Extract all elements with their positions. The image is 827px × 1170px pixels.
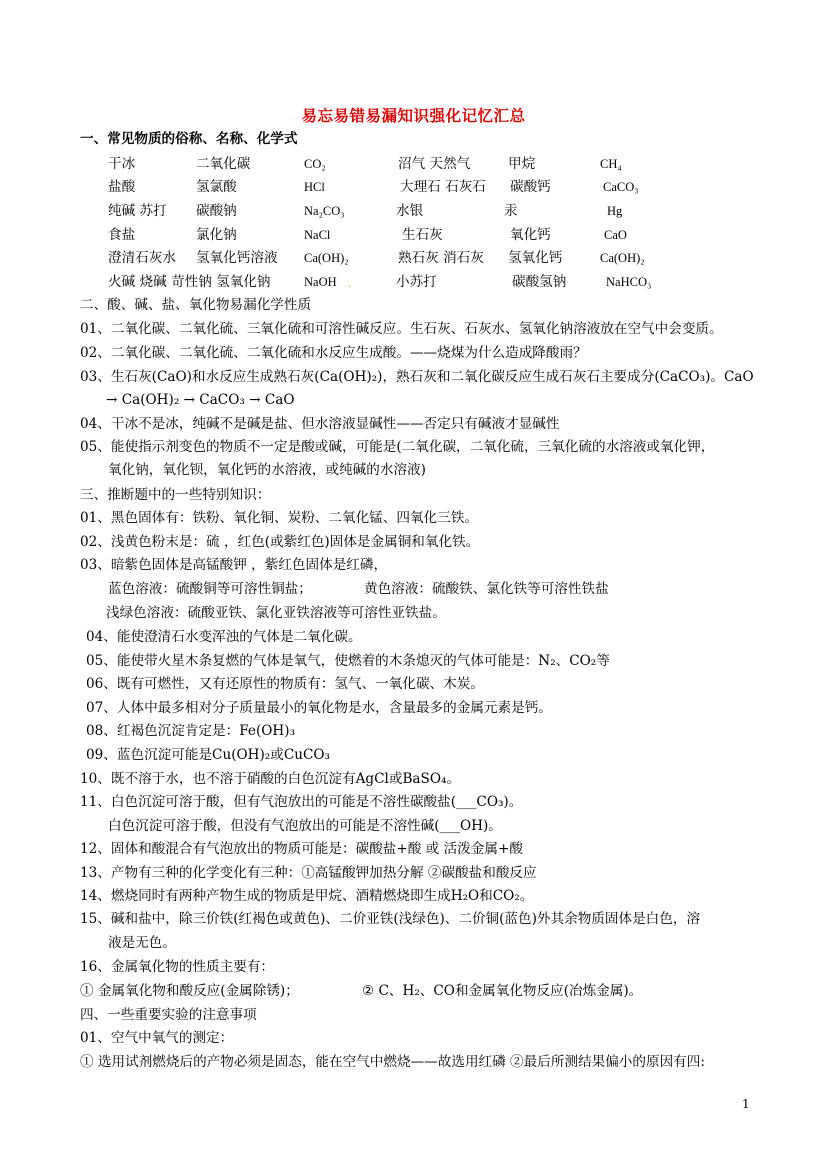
- text-line: 03、暗紫色固体是高锰酸钾 ，紫红色固体是红磷，: [80, 557, 388, 573]
- text-line: 08、红褐色沉淀肯定是：Fe(OH)₃: [86, 723, 296, 739]
- table-cell: 碳酸钠: [196, 203, 237, 219]
- table-cell: CO₂: [304, 157, 326, 171]
- table-cell: 盐酸: [108, 179, 136, 195]
- text-line: 04、干冰不是冰，纯碱不是碱是盐、但水溶液显碱性——否定只有碱液才显碱性: [80, 416, 560, 432]
- text-line: ① 选用试剂燃烧后的产物必须是固态，能在空气中燃烧——故选用红磷 ②最后所测结果偏小的原因有四:: [80, 1054, 705, 1070]
- text-line: 液是无色。: [108, 935, 176, 951]
- text-line: 黄色溶液：硫酸铁、氯化铁等可溶性铁盐: [364, 581, 609, 597]
- table-cell: 氢氧化钙溶液: [196, 250, 278, 266]
- table-cell: 氧化钙: [510, 227, 551, 243]
- section1-heading: 一、常见物质的俗称、名称、化学式: [80, 131, 298, 147]
- text-line: 02、浅黄色粉末是：硫 ，红色(或紫红色)固体是金属铜和氧化铁。: [80, 534, 480, 550]
- table-cell: 氢氯酸: [196, 179, 237, 195]
- table-cell: 氯化钠: [196, 227, 237, 243]
- text-line: 01、黑色固体有：铁粉、氧化铜、炭粉、二氧化锰、四氧化三铁。: [80, 510, 478, 526]
- text-line: 白色沉淀可溶于酸，但没有气泡放出的可能是不溶性碱(___OH)。: [108, 818, 502, 834]
- text-line: 03、生石灰(CaO)和水反应生成熟石灰(Ca(OH)₂)，熟石灰和二氧化碳反应生成石灰石主要成分(CaCO₃)。CaO: [80, 369, 754, 385]
- table-cell: 水银: [396, 203, 424, 219]
- table-cell: 氢氧化钙: [508, 250, 563, 266]
- table-cell: CaCO₃: [603, 180, 639, 194]
- text-line: 10、既不溶于水，也不溶于硝酸的白色沉淀有AgCl或BaSO₄。: [80, 771, 461, 787]
- text-line: 12、固体和酸混合有气泡放出的物质可能是：碳酸盐+酸 或 活泼金属+酸: [80, 841, 523, 857]
- table-cell: 沼气 天然气: [398, 156, 471, 172]
- table-cell: 生石灰: [402, 227, 443, 243]
- text-line: 15、碱和盐中，除三价铁(红褐色或黄色)、二价亚铁(浅绿色)、二价铜(蓝色)外其余物质固体是白色，溶: [80, 911, 701, 927]
- text-line: 14、燃烧同时有两种产物生成的物质是甲烷、酒精燃烧即生成H₂O和CO₂。: [80, 888, 534, 904]
- text-line: → Ca(OH)₂ → CaCO₃ → CaO: [106, 392, 295, 408]
- table-cell: 纯碱 苏打: [108, 203, 167, 219]
- table-cell: CH₄: [600, 157, 622, 171]
- section4-heading: 四、一些重要实验的注意事项: [80, 1007, 257, 1023]
- text-line: 13、产物有三种的化学变化有三种：①高锰酸钾加热分解 ②碳酸盐和酸反应: [80, 865, 537, 881]
- table-cell: 碳酸氢钠: [512, 274, 567, 290]
- table-cell: 汞: [504, 203, 518, 219]
- table-cell: CaO: [604, 228, 627, 242]
- table-cell: 熟石灰 消石灰: [398, 250, 484, 266]
- text-line: 09、蓝色沉淀可能是Cu(OH)₂或CuCO₃: [86, 747, 331, 763]
- text-line: 浅绿色溶液：硫酸亚铁、氯化亚铁溶液等可溶性亚铁盐。: [106, 605, 446, 621]
- text-line: 11、白色沉淀可溶于酸，但有气泡放出的可能是不溶性碳酸盐(___CO₃)。: [80, 794, 523, 810]
- text-line: 02、二氧化碳、二氧化硫、二氧化硫和水反应生成酸。——烧煤为什么造成降酸雨？: [80, 345, 587, 361]
- text-line: 06、既有可燃性，又有还原性的物质有：氢气、一氧化碳、木炭。: [86, 676, 484, 692]
- table-cell: 甲烷: [508, 156, 536, 172]
- text-line: 05、能使指示剂变色的物质不一定是酸或碱，可能是(二氧化碳，二氧化硫，三氧化硫的水溶液或氧化钾，: [80, 439, 715, 455]
- table-cell: 火碱 烧碱 苛性钠 氢氧化钠: [108, 274, 271, 290]
- table-cell: 碳酸钙: [510, 179, 551, 195]
- table-cell: 二氧化碳: [196, 156, 251, 172]
- text-line: 05、能使带火星木条复燃的气体是氧气，使燃着的木条熄灭的气体可能是：N₂、CO₂等: [86, 653, 610, 669]
- text-line: 07、人体中最多相对分子质量最小的氧化物是水，含量最多的金属元素是钙。: [86, 700, 552, 716]
- table-cell: Ca(OH)₂: [304, 251, 349, 265]
- table-cell: Ca(OH)₂: [600, 251, 645, 265]
- section2-heading: 二、酸、碱、盐、氧化物易漏化学性质: [80, 297, 312, 313]
- stray-mark: .: [348, 279, 352, 290]
- table-cell: 小苏打: [396, 274, 437, 290]
- text-line: 01、二氧化碳、二氧化硫、三氧化硫和可溶性碱反应。生石灰、石灰水、氢氧化钠溶液放在空气中会变质。: [80, 321, 723, 337]
- table-cell: 食盐: [108, 227, 136, 243]
- page-number: 1: [742, 1097, 750, 1111]
- table-cell: 干冰: [108, 156, 136, 172]
- section3-heading: 三、推断题中的一些特别知识：: [80, 487, 271, 503]
- table-cell: 大理石 石灰石: [400, 179, 486, 195]
- document-title: 易忘易错易漏知识强化记忆汇总: [301, 106, 526, 125]
- text-line: 16、金属氧化物的性质主要有：: [80, 959, 275, 975]
- table-cell: NaHCO₃: [606, 275, 652, 289]
- table-cell: NaCl: [304, 228, 331, 242]
- text-line: ① 金属氧化物和酸反应(金属除锈)；: [80, 983, 299, 999]
- table-cell: 澄清石灰水: [108, 250, 176, 266]
- text-line: 01、空气中氧气的测定：: [80, 1030, 234, 1046]
- table-cell: HCl: [304, 180, 325, 194]
- table-cell: Na₂CO₃: [304, 204, 345, 218]
- table-cell: NaOH: [304, 275, 337, 289]
- table-cell: Hg: [607, 204, 623, 218]
- text-line: 蓝色溶液：硫酸铜等可溶性铜盐；: [108, 581, 312, 597]
- text-line: 氧化钠，氧化钡，氧化钙的水溶液，或纯碱的水溶液): [108, 462, 426, 478]
- text-line: 04、能使澄清石水变浑浊的气体是二氧化碳。: [86, 629, 362, 645]
- text-line: ② C、H₂、CO和金属氧化物反应(冶炼金属)。: [362, 983, 643, 999]
